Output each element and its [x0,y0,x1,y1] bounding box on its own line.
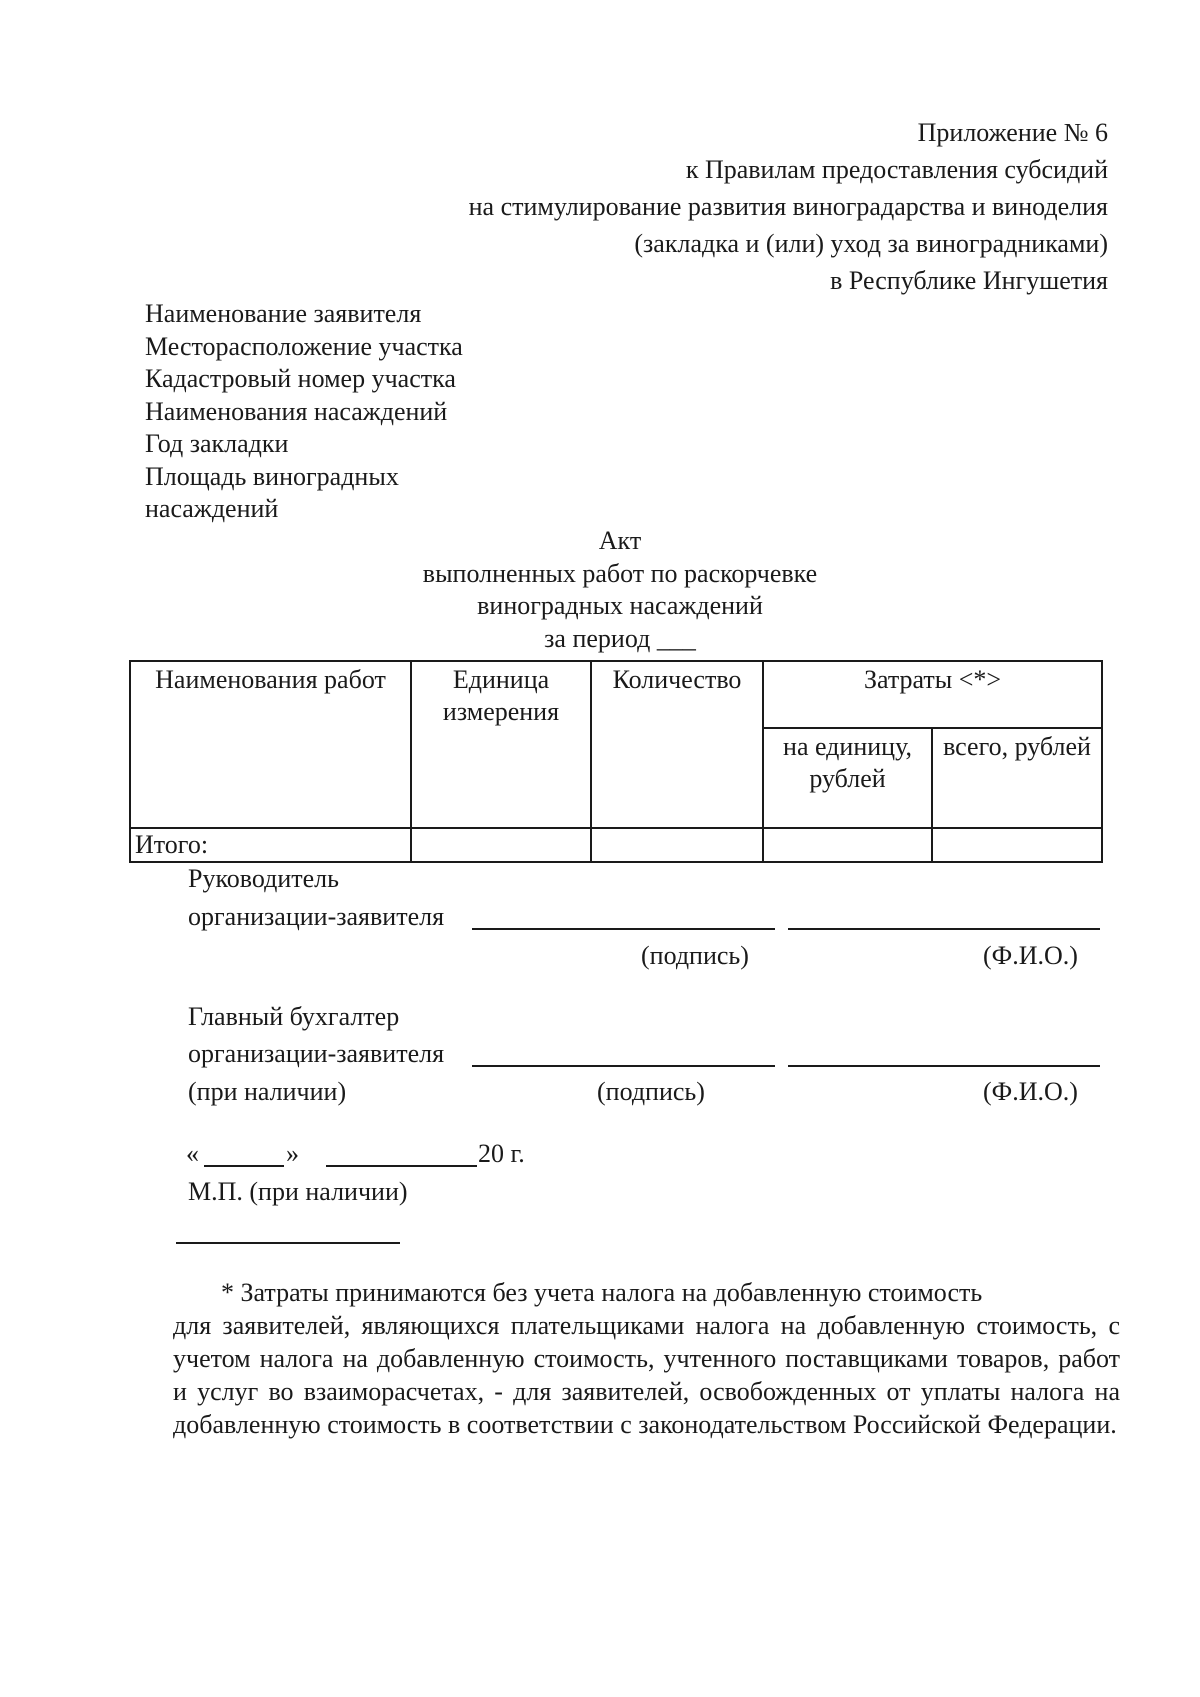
act-title [0,525,1200,655]
footnote-divider [176,1242,400,1244]
field-area-line2: насаждений [145,494,279,523]
head-fio-caption: (Ф.И.О.) [983,941,1078,970]
appendix-line: (закладка и (или) уход за виноградниками) [634,229,1108,258]
footnote [173,1276,1120,1441]
accountant-fio-caption: (Ф.И.О.) [983,1077,1078,1106]
header-cost-total: всего, рублей [932,728,1102,828]
footnote-body: для заявителей, являющихся плательщиками налога на добавленную стоимость, с учетом налога на добавленную стоимость, учтенного поставщиками товаров, работ и услуг во взаиморасчетах, - для заявителей, освобожденных от уплаты налога на добавленную стоимость в соответствии с законодательством Российской Федерации. [173,1311,1120,1439]
appendix-number: Приложение № 6 [917,118,1108,147]
field-plot-location: Месторасположение участка [145,331,463,361]
accountant-fio-line[interactable] [788,1065,1100,1067]
applicant-fields [145,298,463,526]
act-subtitle: виноградных насаждений [477,591,763,620]
head-org-label: организации-заявителя [188,902,445,931]
header-cost-per-unit: на единицу, рублей [763,728,932,828]
header-unit: Единица измерения [411,661,591,828]
footnote-first-line: * Затраты принимаются без учета налога на добавленную стоимость [221,1278,983,1307]
accountant-if-any: (при наличии) [188,1077,347,1106]
accountant-signature-caption: (подпись) [597,1077,705,1106]
accountant-signature-line[interactable] [472,1065,775,1067]
accountant-title: Главный бухгалтер [188,1002,400,1031]
head-fio-line[interactable] [788,928,1100,930]
date-day-line[interactable] [204,1165,284,1167]
header-costs: Затраты <*> [763,661,1102,728]
act-subtitle: выполненных работ по раскорчевке [422,558,818,588]
date-close-quote: » [286,1139,299,1168]
header-work-name: Наименования работ [130,661,411,828]
header-quantity: Количество [591,661,763,828]
appendix-line: к Правилам предоставления субсидий [685,155,1108,184]
field-planting-year: Год закладки [145,429,289,458]
date-year: 20 г. [478,1139,525,1168]
works-table [129,660,1103,863]
head-title: Руководитель [188,864,339,893]
total-sum-cell[interactable] [932,828,1102,862]
total-quantity-cell[interactable] [591,828,763,862]
stamp-label: М.П. (при наличии) [188,1177,408,1206]
field-area-line1: Площадь виноградных [145,461,399,491]
appendix-line: на стимулирование развития виноградарства и виноделия [468,192,1108,221]
act-period: за период ___ [544,623,696,653]
accountant-org-label: организации-заявителя [188,1039,445,1068]
appendix-line: в Республике Ингушетия [830,266,1108,295]
head-signature-line[interactable] [472,928,775,930]
total-per-unit-cell[interactable] [763,828,932,862]
field-applicant-name: Наименование заявителя [145,299,422,328]
total-unit-cell[interactable] [411,828,591,862]
appendix-header [348,114,1108,299]
date-open-quote: « [186,1139,199,1168]
total-label: Итого: [130,828,411,862]
date-month-line[interactable] [326,1165,477,1167]
field-planting-names: Наименования насаждений [145,396,448,426]
field-cadastral-number: Кадастровый номер участка [145,364,456,393]
head-signature-caption: (подпись) [641,941,749,970]
act-heading: Акт [598,526,642,555]
